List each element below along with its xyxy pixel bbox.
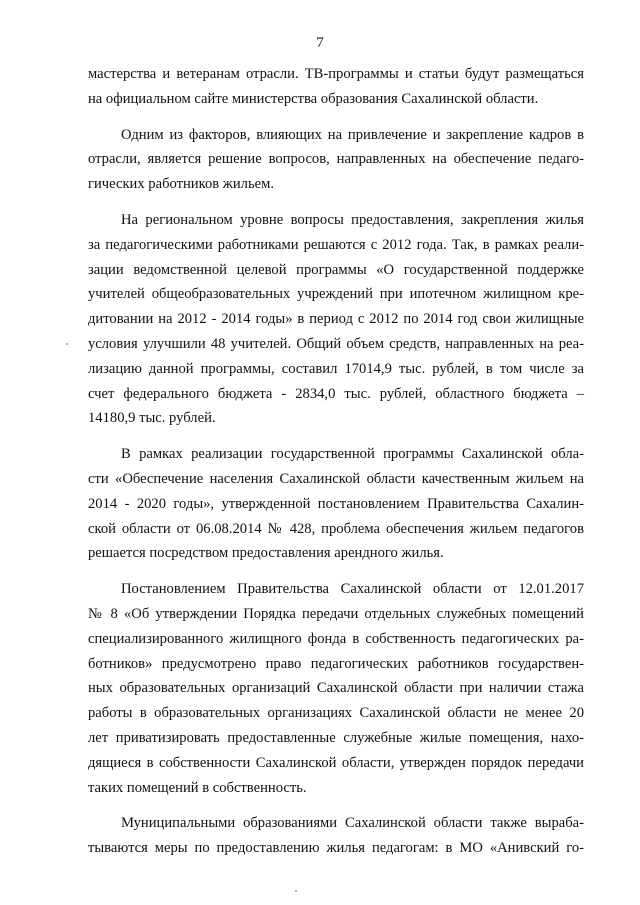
paragraph-gap [88,566,584,577]
text-line: специализированного жилищного фонда в собственность педагогических ра- [88,630,584,647]
text-line: на официальном сайте министерства образования Сахалинской области. [88,90,539,107]
text-line: гических работников жильем. [88,176,274,193]
paragraph [88,62,584,112]
text-line: учителей общеобразовательных учреждений при ипотечном жилищном кре- [88,286,584,303]
paragraph [88,208,584,431]
text-line: решается посредством предоставления арендного жилья. [88,545,444,562]
text-line: лизацию данной программы, составил 17014,9 тыс. рублей, в том числе за [88,360,584,377]
text-line: № 8 «Об утверждении Порядка передачи отдельных служебных помещений [88,605,584,622]
text-line: Постановлением Правительства Сахалинской области от 12.01.2017 [121,581,584,598]
text-line: отрасли, является решение вопросов, направленных на обеспечение педаго- [88,151,584,168]
text-line: условия улучшили 48 учителей. Общий объем средств, направленных на реа- [88,335,584,352]
text-line: Одним из факторов, влияющих на привлечение и закрепление кадров в [121,126,584,143]
text-line: 14180,9 тыс. рублей. [88,410,216,427]
text-line: 2014 - 2020 годы», утвержденной постановлением Правительства Сахалин- [88,495,584,512]
text-line: мастерства и ветеранам отрасли. ТВ-программы и статьи будут размещаться [88,66,584,82]
page-number: 7 [316,35,324,51]
paragraph [88,123,584,197]
paragraph [88,811,584,861]
paragraph-gap [88,112,584,123]
paragraph [88,577,584,800]
text-line: дящиеся в собственности Сахалинской области, утвержден порядок передачи [88,754,584,771]
paragraph-gap [88,197,584,208]
text-line: В рамках реализации государственной программы Сахалинской обла- [121,446,584,463]
paragraph-gap [88,800,584,811]
text-line: Муниципальными образованиями Сахалинской области также выраба- [121,815,584,832]
paragraph [88,442,584,566]
text-line: На региональном уровне вопросы предоставления, закрепления жилья [121,211,584,228]
text-line: счет федерального бюджета - 2834,0 тыс. рублей, областного бюджета – [88,385,584,402]
text-line: ской области от 06.08.2014 № 428, проблема обеспечения жильем педагогов [88,520,584,537]
scan-speck [66,343,68,345]
paragraph-gap [88,431,584,442]
text-line: тываются меры по предоставлению жилья педагогам: в МО «Анивский го- [88,840,584,857]
text-line: лет приватизировать предоставленные служебные жилые помещения, нахо- [88,729,584,746]
text-line: ных образовательных организаций Сахалинской области при наличии стажа [88,680,584,697]
scan-speck [295,890,297,892]
text-line: за педагогическими работниками решаются с 2012 года. Так, в рамках реали- [88,236,584,253]
body-text [88,62,584,861]
text-line: таких помещений в собственность. [88,779,307,796]
text-line: дитовании на 2012 - 2014 годы» в период с 2012 по 2014 год свои жилищные [88,311,584,328]
text-line: зации ведомственной целевой программы «О государственной поддержке [88,261,584,278]
text-line: ботников» предусмотрено право педагогических работников государствен- [88,655,584,672]
text-line: работы в образовательных организациях Сахалинской области не менее 20 [88,705,584,722]
text-line: сти «Обеспечение населения Сахалинской области качественным жильем на [88,470,584,487]
